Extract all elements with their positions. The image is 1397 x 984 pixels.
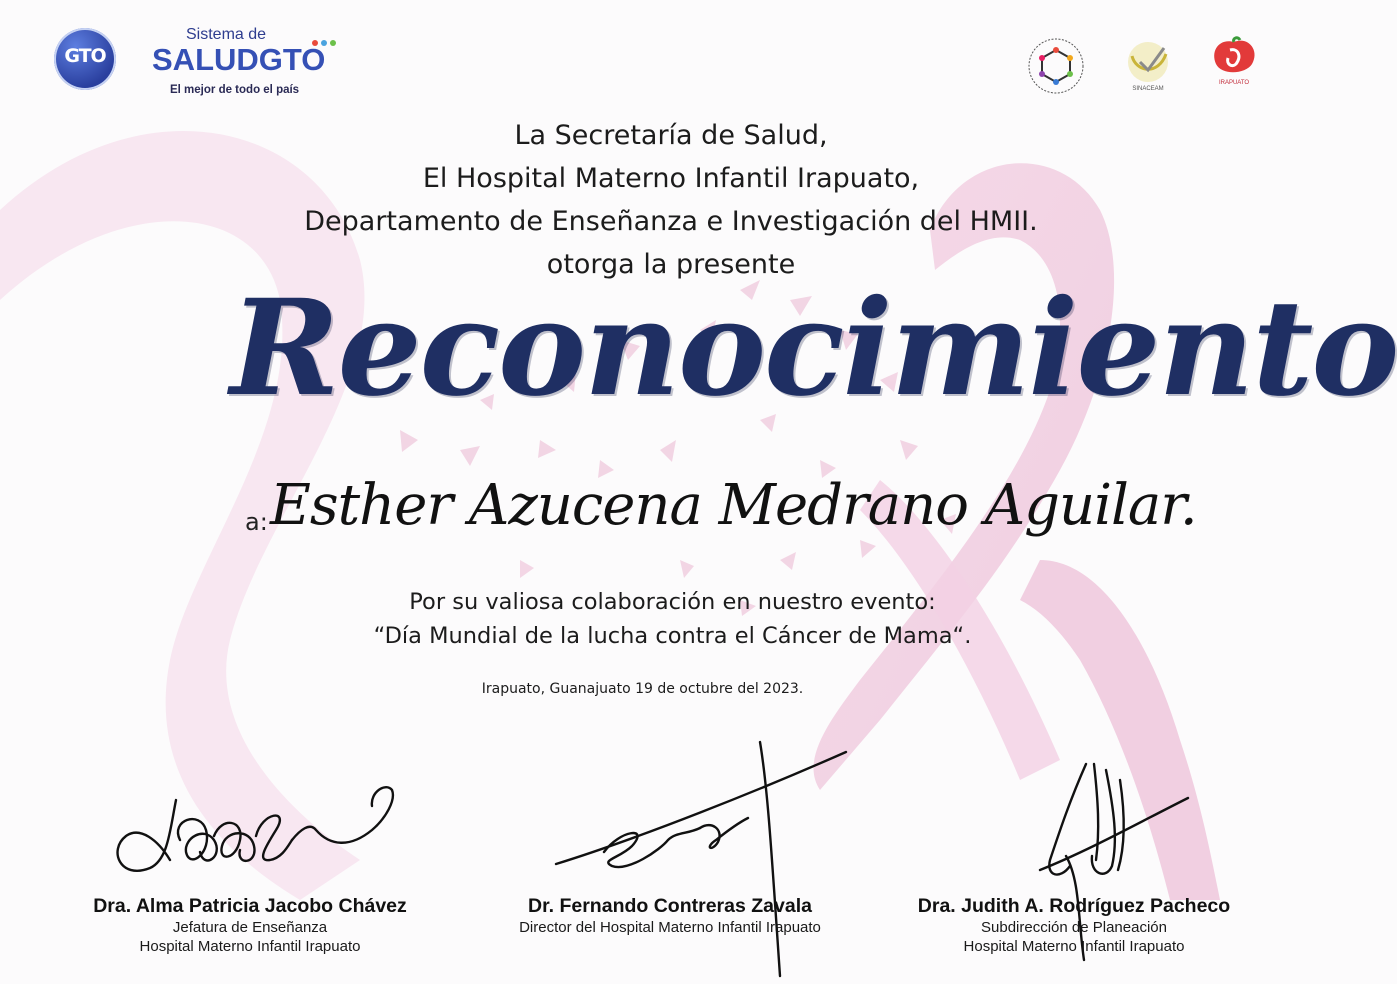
intro-line-2: El Hospital Materno Infantil Irapuato, bbox=[422, 163, 920, 194]
sinaceam-certification-icon bbox=[1118, 36, 1178, 96]
intro-line-3: Departamento de Enseñanza e Investigación del HMII. bbox=[304, 206, 1038, 237]
reason-line-2: “Día Mundial de la lucha contra el Cáncer de Mama“. bbox=[373, 623, 972, 649]
signatory-3-org: Hospital Materno Infantil Irapuato bbox=[963, 938, 1185, 955]
signatory-2-role: Director del Hospital Materno Infantil Irapuato bbox=[519, 919, 821, 936]
signatory-2-name: Dr. Fernando Contreras Zavala bbox=[528, 895, 812, 917]
recipient-prefix: a: bbox=[245, 508, 268, 536]
signatory-1-org: Hospital Materno Infantil Irapuato bbox=[139, 938, 361, 955]
gto-logo bbox=[54, 28, 116, 90]
signatory-1 bbox=[60, 894, 440, 956]
certificate-title: Reconocimiento bbox=[230, 271, 1397, 426]
hospital-logo-caption: IRAPUATO bbox=[1218, 80, 1250, 86]
intro-line-1: La Secretaría de Salud, bbox=[514, 120, 828, 151]
network-seal-icon bbox=[1026, 36, 1086, 96]
salud-logo-line1: Sistema de bbox=[186, 26, 267, 43]
sinaceam-caption: SINACEAM bbox=[1132, 86, 1164, 92]
signatory-3-name: Dra. Judith A. Rodríguez Pacheco bbox=[917, 895, 1231, 917]
signatory-1-name: Dra. Alma Patricia Jacobo Chávez bbox=[93, 895, 407, 917]
salud-gto-logo bbox=[152, 26, 352, 102]
salud-logo-tagline: El mejor de todo el país bbox=[170, 84, 300, 96]
certificate-date: Irapuato, Guanajuato 19 de octubre del 2023. bbox=[481, 681, 804, 697]
reason-line-1: Por su valiosa colaboración en nuestro evento: bbox=[409, 589, 936, 615]
intro-line-4: otorga la presente bbox=[546, 249, 796, 280]
hospital-materno-infantil-icon bbox=[1204, 36, 1264, 96]
signatory-3-role: Subdirección de Planeación bbox=[981, 919, 1167, 936]
salud-logo-brand: SALUDGTO bbox=[152, 42, 326, 77]
signatory-2 bbox=[470, 894, 870, 937]
certificate-reason bbox=[300, 585, 1045, 653]
gto-badge-icon: GTO bbox=[64, 45, 106, 67]
signatory-3 bbox=[880, 894, 1268, 956]
signatory-1-role: Jefatura de Enseñanza bbox=[172, 919, 328, 936]
recipient-name-handwritten: Esther Azucena Medrano Aguilar. bbox=[270, 473, 1197, 538]
certificate-intro bbox=[240, 114, 1102, 286]
